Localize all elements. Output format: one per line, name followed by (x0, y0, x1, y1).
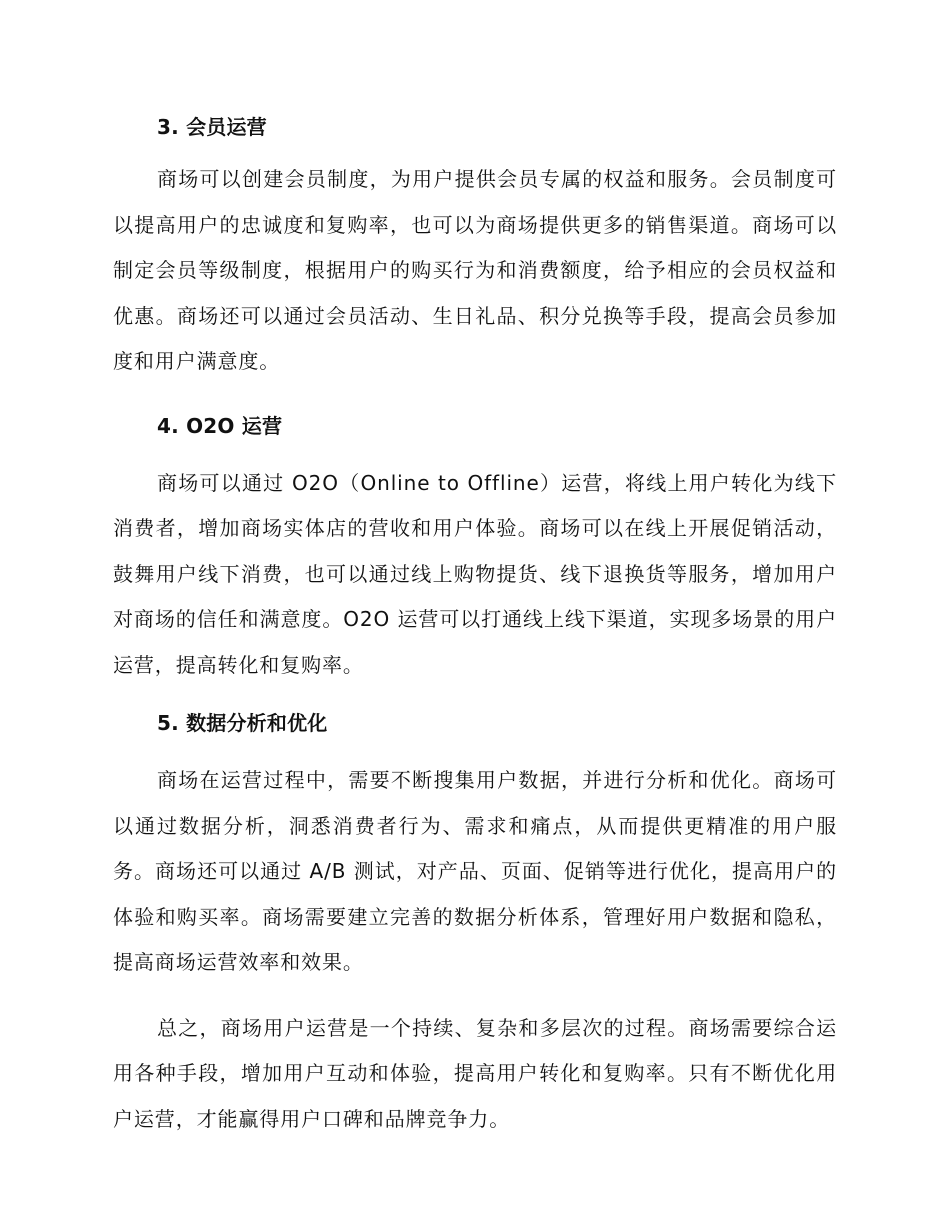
conclusion-paragraph: 总之，商场用户运营是一个持续、复杂和多层次的过程。商场需要综合运用各种手段，增加用户互动和体验，提高用户转化和复购率。只有不断优化用户运营，才能赢得用户口碑和品牌竞争力。 (113, 1015, 837, 1131)
section-body-data-analysis: 商场在运营过程中，需要不断搜集用户数据，并进行分析和优化。商场可以通过数据分析，洞悉消费者行为、需求和痛点，从而提供更精准的用户服务。商场还可以通过 A/B 测试，对产品、页面、促销等进行优化，提高用户的体验和购买率。商场需要建立完善的数据分析体系，管理好用户数据和隐私，提高商场运营效率和效果。 (113, 768, 837, 974)
section-heading-data-analysis: 5. 数据分析和优化 (157, 711, 328, 735)
section-body-o2o: 商场可以通过 O2O（Online to Offline）运营，将线上用户转化为线下消费者，增加商场实体店的营收和用户体验。商场可以在线上开展促销活动，鼓舞用户线下消费，也可以通过线上购物提货、线下退换货等服务，增加用户对商场的信任和满意度。O2O 运营可以打通线上线下渠道，实现多场景的用户运营，提高转化和复购率。 (113, 470, 837, 677)
document-content (113, 112, 837, 1142)
section-body-membership: 商场可以创建会员制度，为用户提供会员专属的权益和服务。会员制度可以提高用户的忠诚度和复购率，也可以为商场提供更多的销售渠道。商场可以制定会员等级制度，根据用户的购买行为和消费额度，给予相应的会员权益和优惠。商场还可以通过会员活动、生日礼品、积分兑换等手段，提高会员参加度和用户满意度。 (113, 167, 837, 373)
section-heading-o2o: 4. O2O 运营 (157, 413, 283, 438)
section-heading-membership: 3. 会员运营 (157, 115, 267, 139)
